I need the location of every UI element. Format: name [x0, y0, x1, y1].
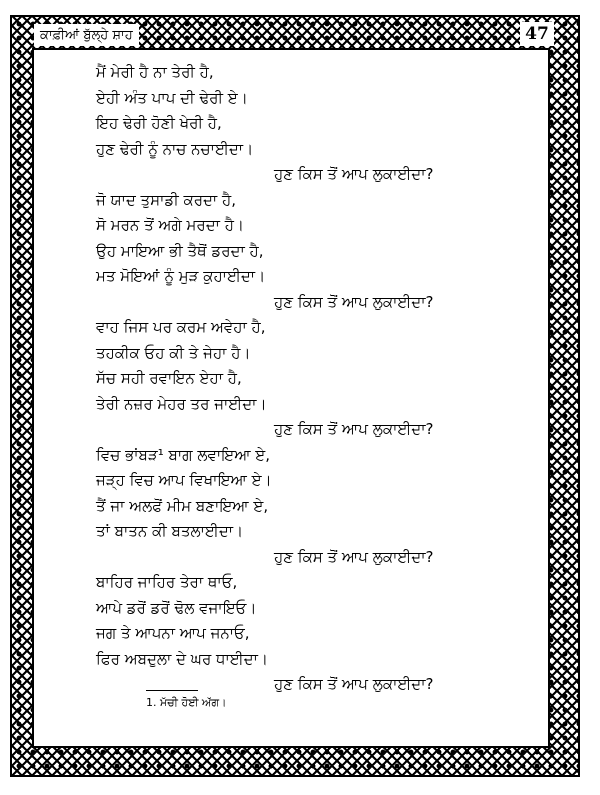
poem-line: ਆਪੇ ਡਰੋਂ ਡਰੋਂ ਢੋਲ ਵਜਾਇਓ। [96, 598, 257, 617]
poem-line: ਮੈਂ ਮੇਰੀ ਹੈ ਨਾ ਤੇਰੀ ਹੈ, [96, 63, 214, 81]
poem-line: ਮਤ ਮੋਇਆਂ ਨੂੰ ਮੁੜ ਕੁਹਾਈਦਾ। [96, 267, 266, 285]
poem-line: ਤਹਕੀਕ ਓਹ ਕੀ ਤੇ ਜੇਹਾ ਹੈ। [96, 343, 251, 362]
poem-line: ਜੜ੍ਹ ਵਿਚ ਆਪ ਵਿਖਾਇਆ ਏ। [96, 471, 272, 489]
poem-line: ਵਾਹ ਜਿਸ ਪਰ ਕਰਮ ਅਵੇਹਾ ਹੈ, [96, 318, 266, 336]
stanza-2 [96, 188, 536, 316]
refrain-line: ਹੁਣ ਕਿਸ ਤੋਂ ਆਪ ਲੁਕਾਈਦਾ? [274, 675, 434, 693]
poem [96, 60, 536, 698]
stanza-1 [96, 60, 536, 188]
running-header [34, 24, 139, 46]
poem-line: ਹੁਣ ਢੇਰੀ ਨੂੰ ਨਾਚ ਨਚਾਈਦਾ। [96, 139, 254, 158]
footnote: 1. ਮੱਚੀ ਹੋਈ ਅੱਗ। [146, 696, 227, 709]
poem-line: ਸੋ ਮਰਨ ਤੋਂ ਅਗੇ ਮਰਦਾ ਹੈ। [96, 216, 245, 234]
refrain-line: ਹੁਣ ਕਿਸ ਤੋਂ ਆਪ ਲੁਕਾਈਦਾ? [274, 292, 434, 311]
footnote-rule [146, 690, 198, 691]
poem-line: ਤਾਂ ਬਾਤਨ ਕੀ ਬਤਲਾਈਦਾ। [96, 522, 244, 540]
poem-line: ਬਾਹਿਰ ਜਾਹਿਰ ਤੇਰਾ ਥਾਓ, [96, 573, 238, 591]
poem-line: ਇਹ ਢੇਰੀ ਹੋਣੀ ਖੇਰੀ ਹੈ, [96, 114, 222, 132]
stanza-5 [96, 570, 536, 698]
refrain-line: ਹੁਣ ਕਿਸ ਤੋਂ ਆਪ ਲੁਕਾਈਦਾ? [274, 165, 434, 183]
poem-line: ਸੱਚ ਸਹੀ ਰਵਾਇਨ ਏਹਾ ਹੈ, [96, 369, 242, 387]
poem-line: ਏਹੀ ਅੰਤ ਪਾਪ ਦੀ ਢੇਰੀ ਏ। [96, 88, 248, 107]
stanza-4 [96, 443, 536, 571]
page-number: 47 [520, 22, 554, 46]
poem-line: ਵਿਚ ਭਾਂਬੜ¹ ਬਾਗ ਲਵਾਇਆ ਏ, [96, 445, 271, 464]
poem-line: ਤੇਰੀ ਨਜ਼ਰ ਮੇਹਰ ਤਰ ਜਾਈਦਾ। [96, 394, 267, 413]
refrain-line: ਹੁਣ ਕਿਸ ਤੋਂ ਆਪ ਲੁਕਾਈਦਾ? [274, 547, 434, 566]
poem-line: ਜੋ ਯਾਦ ਤੁਸਾਡੀ ਕਰਦਾ ਹੈ, [96, 190, 236, 209]
refrain-line: ਹੁਣ ਕਿਸ ਤੋਂ ਆਪ ਲੁਕਾਈਦਾ? [274, 420, 434, 438]
poem-line: ਉਹ ਮਾਇਆ ਭੀ ਤੈਥੋਂ ਡਰਦਾ ਹੈ, [96, 241, 264, 260]
stanza-3 [96, 315, 536, 443]
book-title: ਕਾਫ਼ੀਆਂ ਬੁੱਲ੍ਹੇ ਸ਼ਾਹ [34, 28, 139, 43]
poem-line: ਤੈਂ ਜਾ ਅਲਫੋਂ ਮੀਮ ਬਣਾਇਆ ਏ, [96, 496, 269, 515]
poem-line: ਜਗ ਤੇ ਆਪਨਾ ਆਪ ਜਨਾਓ, [96, 624, 250, 642]
poem-line: ਫਿਰ ਅਬਦੁਲਾ ਦੇ ਘਰ ਧਾਈਦਾ। [96, 649, 268, 668]
